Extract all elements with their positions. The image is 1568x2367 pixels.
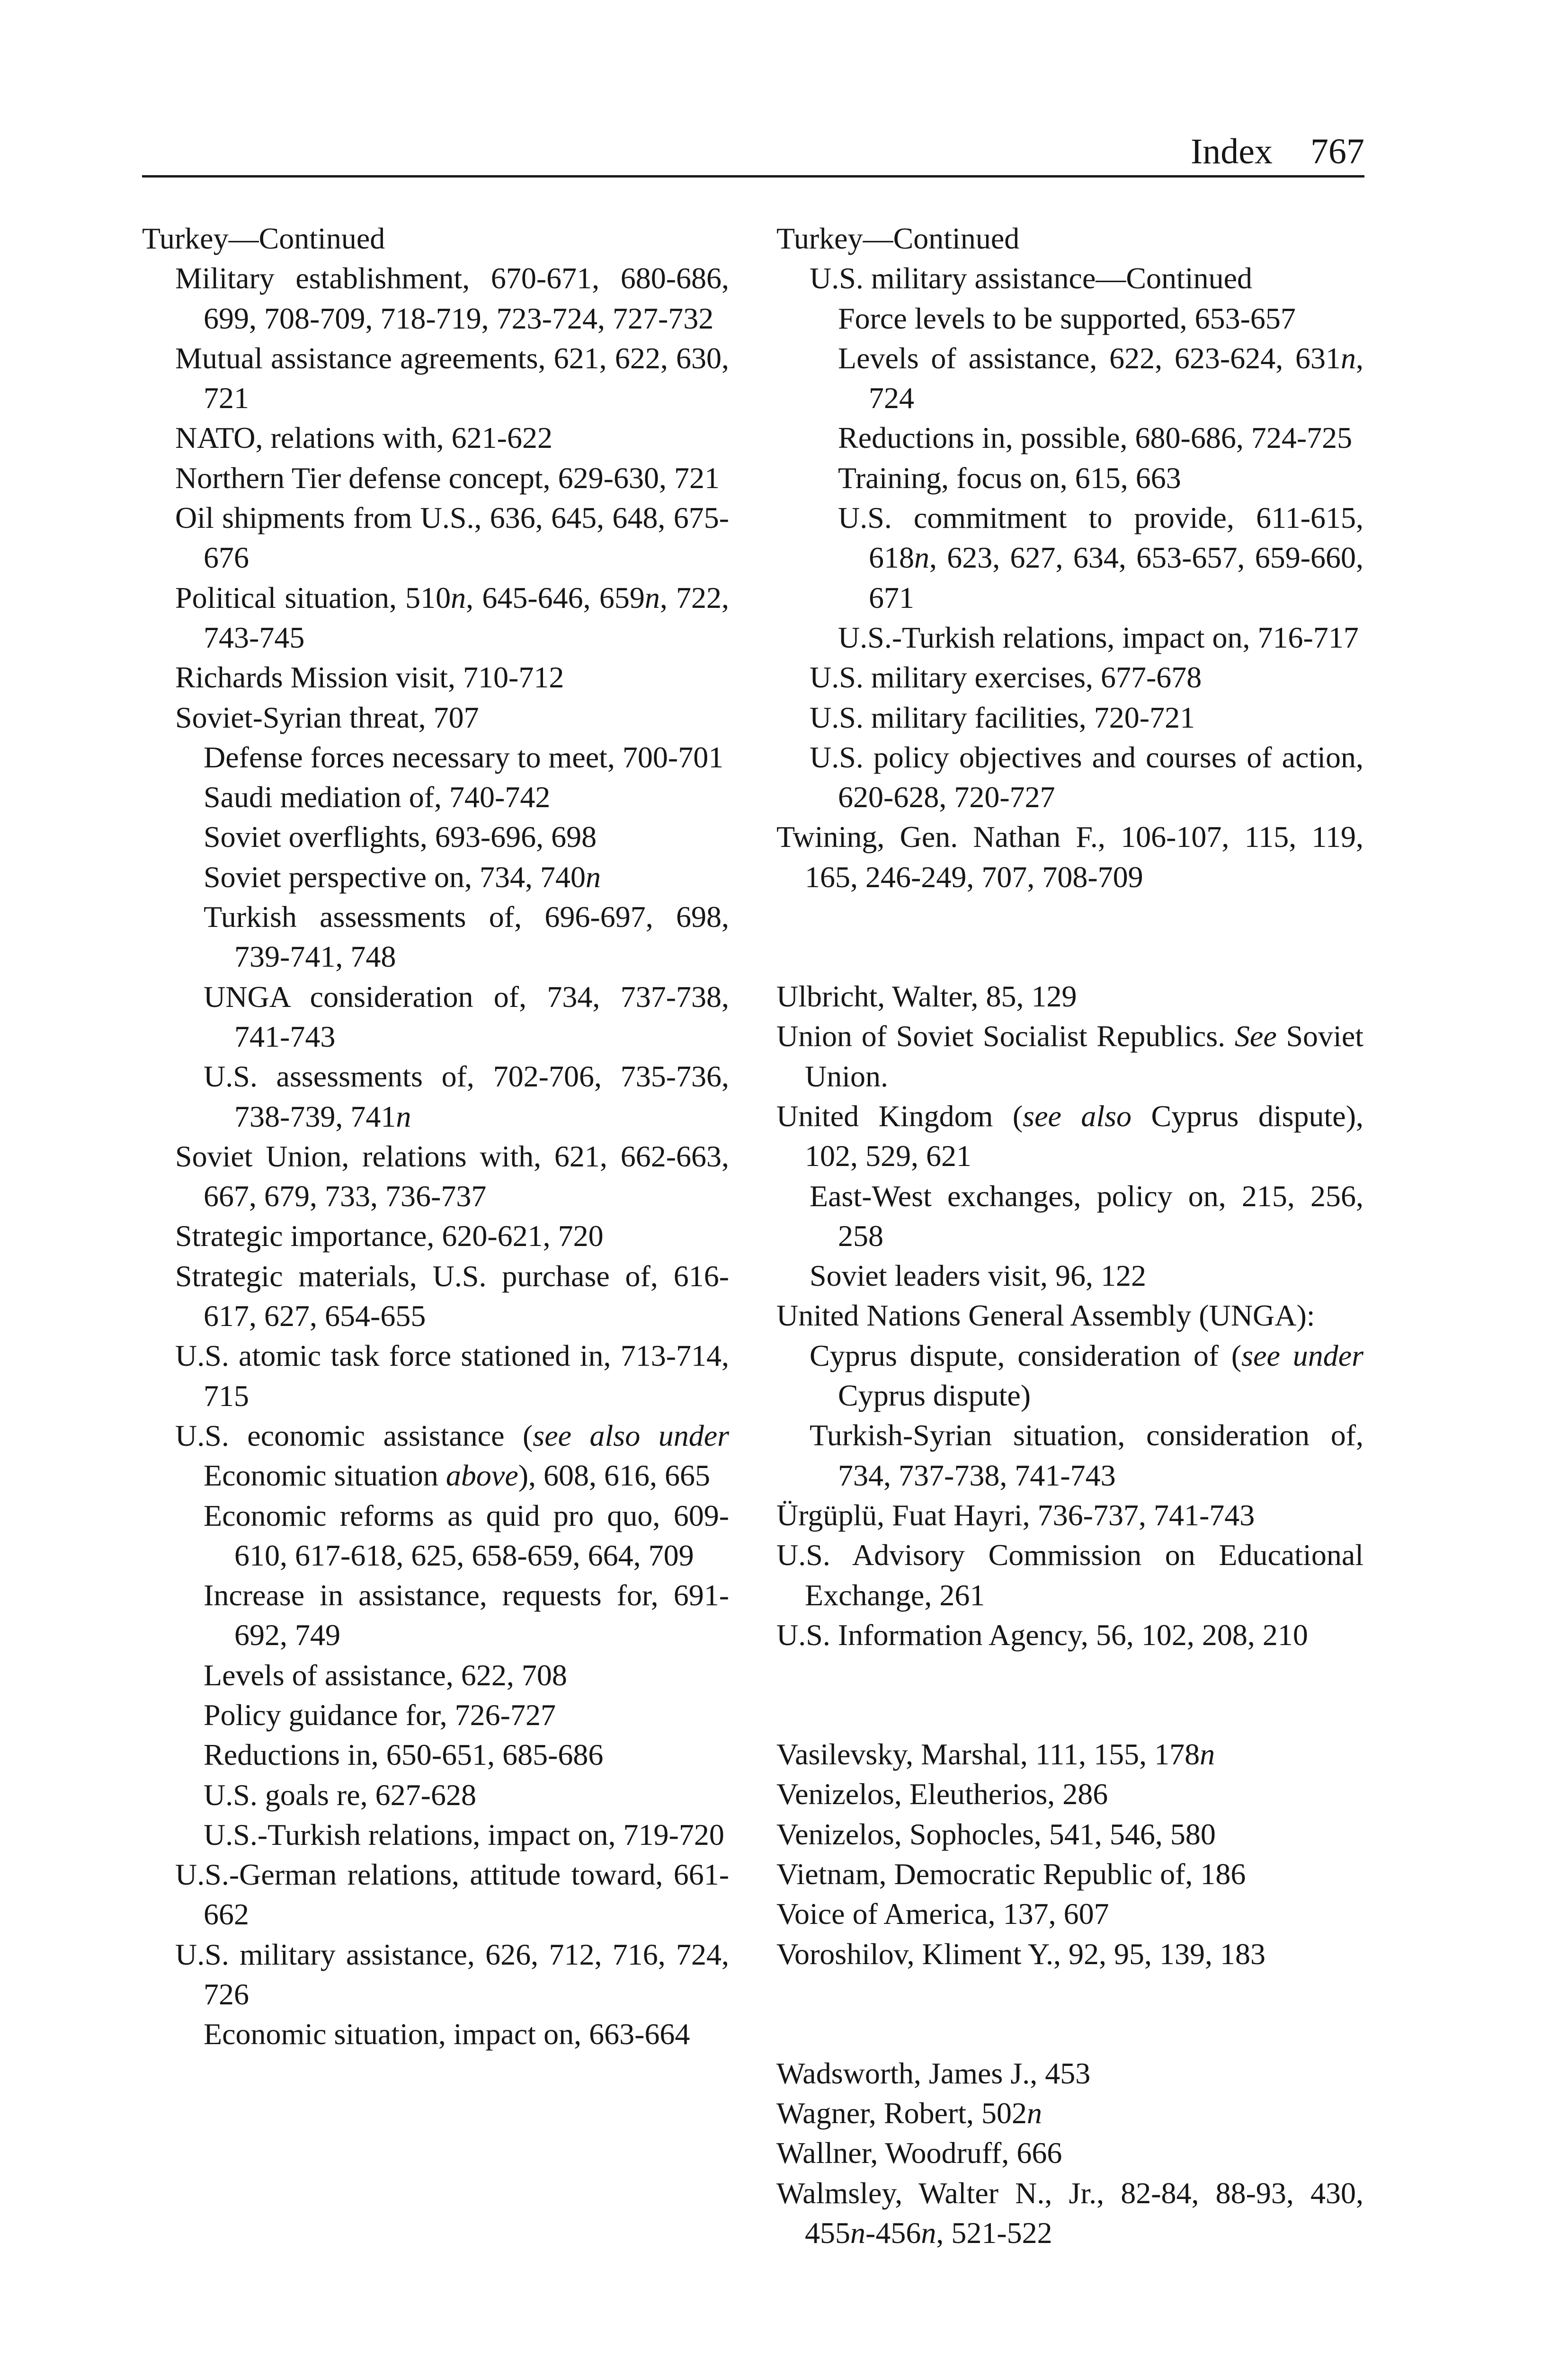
header-rule xyxy=(142,175,1364,178)
index-entry: U.S. assessments of, 702-706, 735-736, 738-739, 741n xyxy=(204,1059,729,1133)
index-entry: U.S. goals re, 627-628 xyxy=(204,1778,476,1812)
letter-group-gap xyxy=(776,1655,1363,1735)
index-entry: Soviet Union, relations with, 621, 662-663, 667, 679, 733, 736-737 xyxy=(175,1139,729,1213)
index-entry: Vietnam, Democratic Republic of, 186 xyxy=(776,1857,1246,1891)
letter-group-gap xyxy=(776,897,1363,977)
index-entry: Economic reforms as quid pro quo, 609-610, 617-618, 625, 658-659, 664, 709 xyxy=(204,1498,729,1572)
index-entry: U.S. Information Agency, 56, 102, 208, 210 xyxy=(776,1618,1308,1652)
index-entry: U.S.-Turkish relations, impact on, 716-717 xyxy=(838,620,1359,654)
index-entry: Military establishment, 670-671, 680-686, 699, 708-709, 718-719, 723-724, 727-732 xyxy=(175,261,729,335)
index-entry: Soviet-Syrian threat, 707 xyxy=(175,700,479,734)
index-entry: Wagner, Robert, 502n xyxy=(776,2096,1042,2130)
index-entry: Voice of America, 137, 607 xyxy=(776,1897,1109,1931)
index-entry: Increase in assistance, requests for, 691-692, 749 xyxy=(204,1578,729,1652)
index-entry: Turkish assessments of, 696-697, 698, 739-741, 748 xyxy=(204,900,729,974)
index-entry: Turkey—Continued xyxy=(142,222,385,255)
index-entry: Turkey—Continued xyxy=(776,222,1020,255)
index-entry: UNGA consideration of, 734, 737-738, 741-743 xyxy=(204,979,729,1053)
index-entry: Wallner, Woodruff, 666 xyxy=(776,2136,1062,2170)
index-entry: U.S. economic assistance (see also under Economic situation above), 608, 616, 665 xyxy=(175,1418,730,1493)
index-entry: U.S. military facilities, 720-721 xyxy=(810,700,1195,734)
index-entry: Reductions in, possible, 680-686, 724-725 xyxy=(838,421,1353,455)
index-entry: Twining, Gen. Nathan F., 106-107, 115, 119, 165, 246-249, 707, 708-709 xyxy=(776,820,1363,894)
index-entry: United Nations General Assembly (UNGA): xyxy=(776,1299,1315,1333)
index-entry: Walmsley, Walter N., Jr., 82-84, 88-93, 430, 455n-456n, 521-522 xyxy=(776,2176,1363,2250)
index-entry: U.S.-Turkish relations, impact on, 719-720 xyxy=(204,1817,724,1851)
index-entry: U.S.-German relations, attitude toward, 661-662 xyxy=(175,1858,729,1931)
index-entry: Northern Tier defense concept, 629-630, 721 xyxy=(175,461,720,495)
index-entry: Strategic importance, 620-621, 720 xyxy=(175,1219,604,1253)
index-column-right xyxy=(776,219,1363,2253)
index-entry: Training, focus on, 615, 663 xyxy=(838,461,1181,495)
index-entry: U.S. military assistance—Continued xyxy=(810,261,1252,295)
letter-group-gap xyxy=(776,1974,1363,2054)
index-entry: Venizelos, Eleutherios, 286 xyxy=(776,1777,1108,1811)
index-entry: Union of Soviet Socialist Republics. See Soviet Union. xyxy=(776,1019,1364,1093)
index-entry: Political situation, 510n, 645-646, 659n, 722, 743-745 xyxy=(175,580,729,654)
index-entry: NATO, relations with, 621-622 xyxy=(175,421,552,455)
index-entry: U.S. military assistance, 626, 712, 716, 724, 726 xyxy=(175,1937,729,2011)
index-entry: Venizelos, Sophocles, 541, 546, 580 xyxy=(776,1817,1216,1851)
index-entry: U.S. atomic task force stationed in, 713-714, 715 xyxy=(175,1339,729,1413)
index-entry: Saudi mediation of, 740-742 xyxy=(204,780,551,814)
index-entry: Cyprus dispute, consideration of (see under Cyprus dispute) xyxy=(810,1338,1364,1413)
index-entry: Voroshilov, Kliment Y., 92, 95, 139, 183 xyxy=(776,1937,1265,1971)
index-entry: U.S. Advisory Commission on Educational Exchange, 261 xyxy=(776,1538,1363,1612)
index-entry: U.S. military exercises, 677-678 xyxy=(810,660,1202,694)
index-entry: Levels of assistance, 622, 623-624, 631n, 724 xyxy=(838,341,1363,415)
index-entry: United Kingdom (see also Cyprus dispute), 102, 529, 621 xyxy=(776,1099,1364,1173)
index-column-left xyxy=(142,219,729,2055)
index-entry: Soviet leaders visit, 96, 122 xyxy=(810,1259,1147,1293)
index-entry: Mutual assistance agreements, 621, 622, 630, 721 xyxy=(175,341,729,415)
page-header xyxy=(142,128,1364,175)
index-entry: Soviet perspective on, 734, 740n xyxy=(204,860,601,894)
index-entry: Soviet overflights, 693-696, 698 xyxy=(204,820,597,854)
index-entry: Levels of assistance, 622, 708 xyxy=(204,1658,567,1692)
index-entry: Richards Mission visit, 710-712 xyxy=(175,660,564,694)
index-entry: U.S. commitment to provide, 611-615, 618n, 623, 627, 634, 653-657, 659-660, 671 xyxy=(838,501,1363,614)
index-entry: East-West exchanges, policy on, 215, 256, 258 xyxy=(810,1179,1363,1253)
index-entry: Defense forces necessary to meet, 700-701 xyxy=(204,740,724,774)
index-entry: U.S. policy objectives and courses of action, 620-628, 720-727 xyxy=(810,740,1363,814)
index-entry: Wadsworth, James J., 453 xyxy=(776,2056,1091,2090)
section-title: Index xyxy=(1190,132,1273,171)
index-entry: Strategic materials, U.S. purchase of, 616-617, 627, 654-655 xyxy=(175,1259,729,1333)
index-entry: Reductions in, 650-651, 685-686 xyxy=(204,1738,604,1772)
running-head xyxy=(1191,128,1364,175)
index-entry: Turkish-Syrian situation, consideration of, 734, 737-738, 741-743 xyxy=(810,1418,1363,1492)
index-entry: Ulbricht, Walter, 85, 129 xyxy=(776,979,1077,1014)
index-entry: Force levels to be supported, 653-657 xyxy=(838,301,1296,335)
index-entry: Ürgüplü, Fuat Hayri, 736-737, 741-743 xyxy=(776,1498,1255,1532)
index-entry: Economic situation, impact on, 663-664 xyxy=(204,2017,690,2051)
index-entry: Policy guidance for, 726-727 xyxy=(204,1698,556,1732)
page-number: 767 xyxy=(1310,132,1364,171)
index-entry: Oil shipments from U.S., 636, 645, 648, 675-676 xyxy=(175,501,729,575)
index-entry: Vasilevsky, Marshal, 111, 155, 178n xyxy=(776,1737,1215,1771)
